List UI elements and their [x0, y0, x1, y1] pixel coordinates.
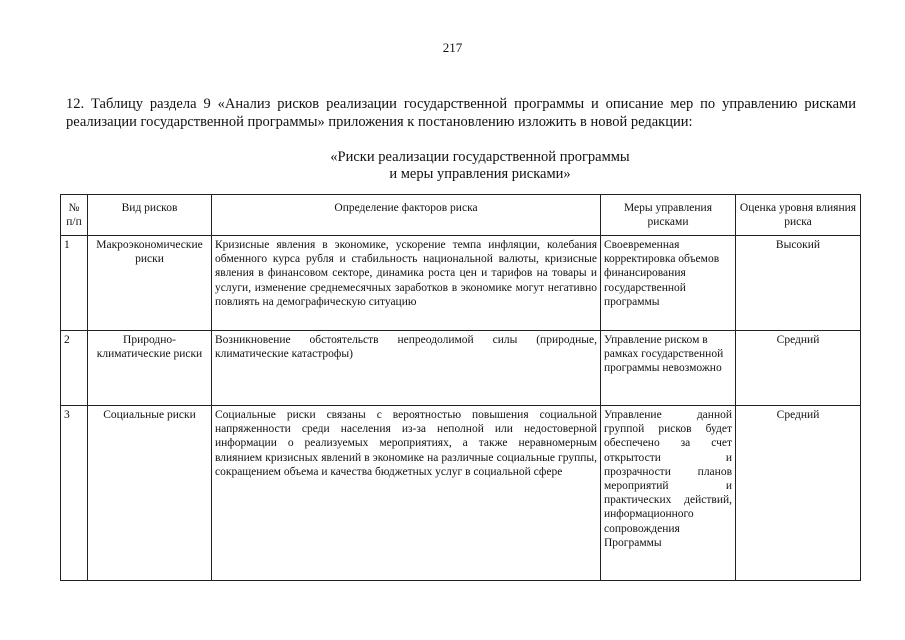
- table-title-line-2: и меры управления рисками»: [389, 166, 571, 182]
- row-num: 3: [61, 406, 88, 581]
- row-risk-measures: Управление риском в рамках государственной программы невозможно: [601, 331, 736, 406]
- table-row: [61, 406, 861, 581]
- risks-table: [60, 194, 861, 581]
- table-title: [0, 149, 905, 183]
- table-title-line-1: «Риски реализации государственной программы: [330, 149, 630, 165]
- header-risk-type: Вид рисков: [88, 195, 212, 236]
- row-impact-level: Средний: [736, 406, 861, 581]
- row-risk-measures: Управление данной группой рисков будет обеспечено за счет открытости и прозрачности планов мероприятий и практических действий, информационного сопровождения Программы: [601, 406, 736, 581]
- row-risk-type: Социальные риски: [88, 406, 212, 581]
- table-row: [61, 236, 861, 331]
- row-risk-factors: Возникновение обстоятельств непреодолимой силы (природные, климатические катастрофы): [212, 331, 601, 406]
- table-header-row: [61, 195, 861, 236]
- row-risk-factors: Кризисные явления в экономике, ускорение темпа инфляции, колебания обменного курса рубля и стабильность национальной валюты, кризисные явления в финансовом секторе, динамика роста цен и тарифов на товары и услуги, изменение среднемесячных заработков в экономике могут негативно повлиять на демографическую ситуацию: [212, 236, 601, 331]
- amendment-paragraph: 12. Таблицу раздела 9 «Анализ рисков реализации государственной программы и описание мер по управлению рисками реализации государственной программы» приложения к постановлению изложить в новой редакции:: [66, 96, 856, 130]
- row-num: 1: [61, 236, 88, 331]
- page-number: 217: [442, 40, 463, 55]
- row-num: 2: [61, 331, 88, 406]
- row-impact-level: Средний: [736, 331, 861, 406]
- row-risk-type: Природно-климатические риски: [88, 331, 212, 406]
- header-risk-factors: Определение факторов риска: [212, 195, 601, 236]
- row-risk-measures: Своевременная корректировка объемов финансирования государственной программы: [601, 236, 736, 331]
- row-risk-factors: Социальные риски связаны с вероятностью повышения социальной напряженности среди населения из-за неполной или недостоверной информации о реализуемых мероприятиях, а также неравномерным влиянием кризисных явлений в экономике на различные социальные группы, сокращением объема и качества бюджетных услуг в социальной сфере: [212, 406, 601, 581]
- table-row: [61, 331, 861, 406]
- row-risk-type: Макроэкономические риски: [88, 236, 212, 331]
- row-impact-level: Высокий: [736, 236, 861, 331]
- header-num: № п/п: [61, 195, 88, 236]
- header-impact-level: Оценка уровня влияния риска: [736, 195, 861, 236]
- header-risk-measures: Меры управления рисками: [601, 195, 736, 236]
